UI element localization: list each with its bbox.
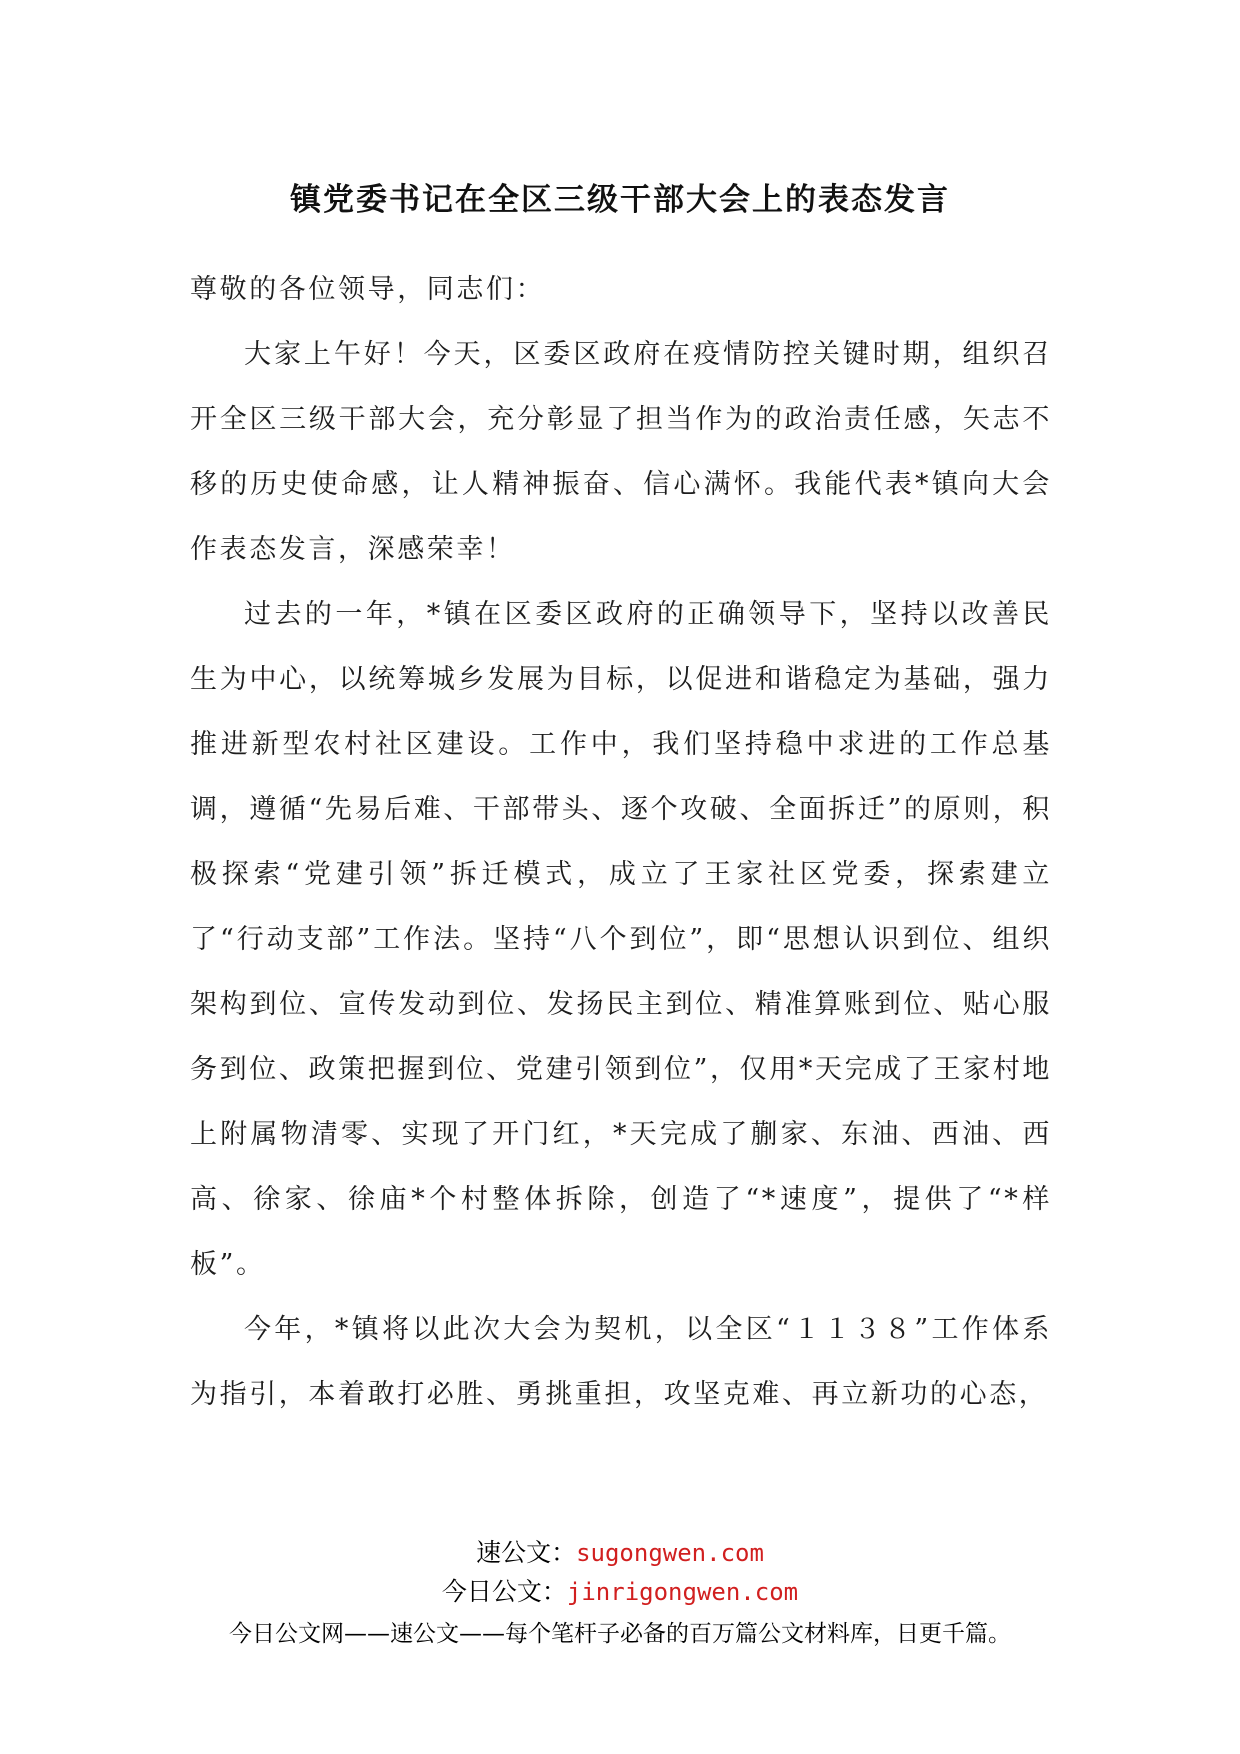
salutation: 尊敬的各位领导，同志们： (190, 274, 546, 305)
footer-sugongwen-label: 速公文： (476, 1538, 577, 1567)
footer-jinrigongwen-label: 今日公文： (441, 1577, 567, 1606)
footer-sugongwen (0, 1535, 1240, 1571)
footer-jinrigongwen-url[interactable]: jinrigongwen.com (566, 1578, 799, 1606)
document-title: 镇党委书记在全区三级干部大会上的表态发言 (290, 182, 950, 218)
document-body (190, 257, 1052, 1427)
paragraph-2: 过去的一年，*镇在区委区政府的正确领导下，坚持以改善民生为中心，以统筹城乡发展为目标，以促进和谐稳定为基础，强力推进新型农村社区建设。工作中，我们坚持稳中求进的工作总基调，遵循“先易后难、干部带头、逐个攻破、全面拆迁”的原则，积极探索“党建引领”拆迁模式，成立了王家社区党委，探索建立了“行动支部”工作法。坚持“八个到位”，即“思想认识到位、组织架构到位、宣传发动到位、发扬民主到位、精准算账到位、贴心服务到位、政策把握到位、党建引领到位”，仅用*天完成了王家村地上附属物清零、实现了开门红，*天完成了蒯家、东油、西油、西高、徐家、徐庙*个村整体拆除，创造了“*速度”，提供了“*样板”。 (190, 599, 1052, 1280)
footer-sugongwen-url[interactable]: sugongwen.com (576, 1539, 764, 1567)
footer-jinrigongwen (0, 1574, 1240, 1610)
paragraph-3: 今年，*镇将以此次大会为契机，以全区“１１３８”工作体系为指引，本着敢打必胜、勇挑重担，攻坚克难、再立新功的心态， (190, 1314, 1052, 1410)
footer-slogan: 今日公文网——速公文——每个笔杆子必备的百万篇公文材料库，日更千篇。 (229, 1621, 1011, 1647)
paragraph-1: 大家上午好！今天，区委区政府在疫情防控关键时期，组织召开全区三级干部大会，充分彰显了担当作为的政治责任感，矢志不移的历史使命感，让人精神振奋、信心满怀。我能代表*镇向大会作表态发言，深感荣幸！ (190, 339, 1052, 565)
